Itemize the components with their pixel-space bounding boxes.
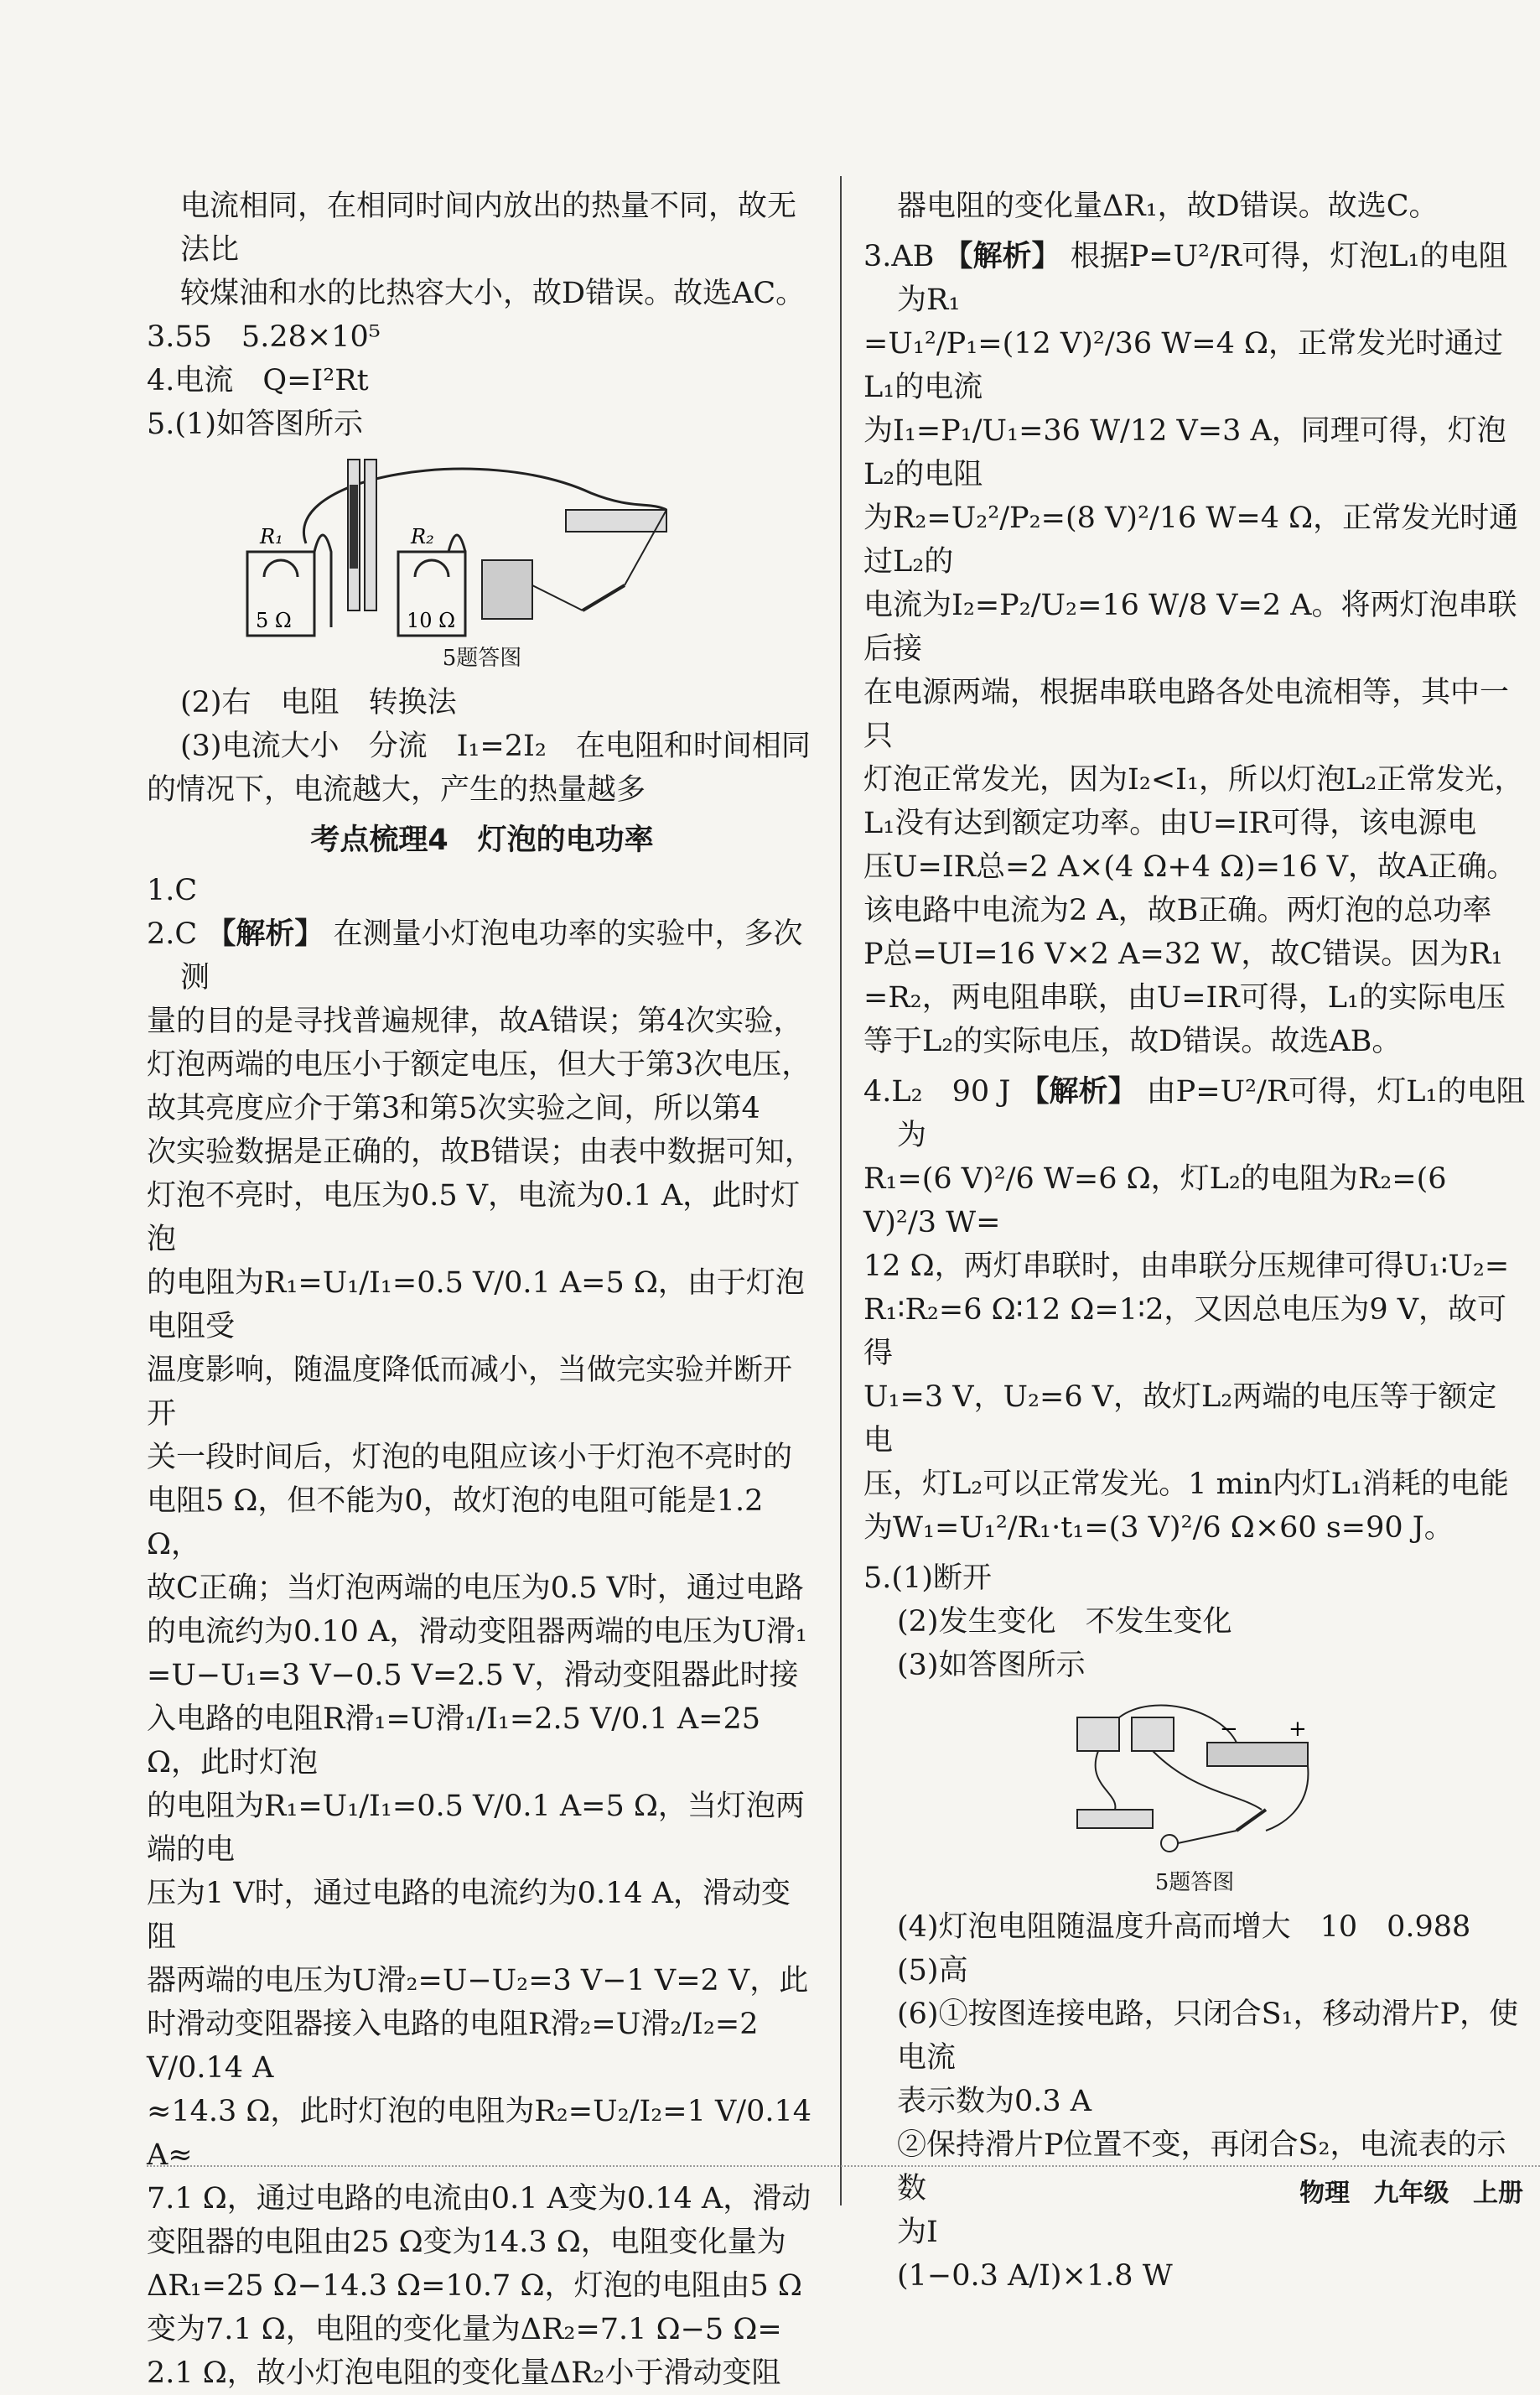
answer-5-2: (2)右 电阻 转换法 xyxy=(180,686,457,720)
text-line: ΔR₁=25 Ω−14.3 Ω=10.7 Ω，灯泡的电阻由5 Ω xyxy=(147,2269,802,2303)
text-line: 电流相同，在相同时间内放出的热量不同，故无法比 xyxy=(180,190,797,267)
r2-value: 10 Ω xyxy=(407,609,456,632)
battery-plus: + xyxy=(1289,1717,1307,1742)
analysis-tag: 【解析】 xyxy=(206,917,324,951)
answer-2 xyxy=(147,912,817,1000)
figure-circuit-heat xyxy=(147,451,817,673)
right-column xyxy=(863,184,1526,2298)
text-line: 压，灯L₂可以正常发光。1 min内灯L₁消耗的电能 xyxy=(863,1468,1509,1501)
answer-5-5: (5)高 xyxy=(897,1954,968,1987)
answer-5-4: (4)灯泡电阻随温度升高而增大 10 0.988 xyxy=(897,1910,1471,1944)
left-column xyxy=(147,184,817,2395)
answer-1: 1.C xyxy=(147,874,198,907)
answer-5-1: 5.(1)断开 xyxy=(863,1561,992,1595)
formula-line: (1−0.3 A/I)×1.8 W xyxy=(897,2259,1173,2293)
answer-4: 4.电流 Q=I²Rt xyxy=(147,364,369,397)
text-line: 由P=U²/R可得，灯L₁的电阻为 xyxy=(897,1075,1526,1152)
answer-5-6: (6)①按图连接电路，只闭合S₁，移动滑片P，使电流 xyxy=(897,1998,1519,2075)
battery-minus: − xyxy=(1220,1717,1238,1742)
figure-caption: 5题答图 xyxy=(442,646,522,671)
text-line: U₁=3 V，U₂=6 V，故灯L₂两端的电压等于额定电 xyxy=(863,1380,1497,1457)
text-line: 为I₁=P₁/U₁=36 W/12 V=3 A，同理可得，灯泡L₂的电阻 xyxy=(863,414,1506,491)
answer-5-1: 5.(1)如答图所示 xyxy=(147,408,363,441)
text-line: 等于L₂的实际电压，故D错误。故选AB。 xyxy=(863,1025,1402,1058)
text-line: 灯泡正常发光，因为I₂<I₁，所以灯泡L₂正常发光， xyxy=(863,763,1524,797)
section-title: 考点梳理4 灯泡的电功率 xyxy=(310,823,654,857)
text-line: 次实验数据是正确的，故B错误；由表中数据可知， xyxy=(147,1135,814,1169)
text-line: 为R₂=U₂²/P₂=(8 V)²/16 W=4 Ω，正常发光时通过L₂的 xyxy=(863,501,1519,579)
text-line: 变为7.1 Ω，电阻的变化量为ΔR₂=7.1 Ω−5 Ω= xyxy=(147,2313,782,2346)
text-line: 电流为I₂=P₂/U₂=16 W/8 V=2 A。将两灯泡串联后接 xyxy=(863,589,1517,666)
footer-subject: 物理 九年级 上册 xyxy=(1299,2179,1523,2208)
text-line: =U−U₁=3 V−0.5 V=2.5 V，滑动变阻器此时接 xyxy=(147,1659,799,1692)
text-line: 的情况下，电流越大，产生的热量越多 xyxy=(147,773,646,807)
text-line: ②保持滑片P位置不变，再闭合S₂，电流表的示数 xyxy=(897,2128,1506,2205)
text-line: 2.1 Ω，故小灯泡电阻的变化量ΔR₂小于滑动变阻 xyxy=(147,2356,781,2390)
text-line: 故其亮度应介于第3和第5次实验之间，所以第4 xyxy=(147,1092,760,1125)
r1-value: 5 Ω xyxy=(256,609,292,632)
text-line: =U₁²/P₁=(12 V)²/36 W=4 Ω，正常发光时通过L₁的电流 xyxy=(863,327,1504,404)
text-line: 关一段时间后，灯泡的电阻应该小于灯泡不亮时的 xyxy=(147,1441,793,1474)
text-line: 的电流约为0.10 A，滑动变阻器两端的电压为U滑₁ xyxy=(147,1615,807,1649)
text-line: 在测量小灯泡电功率的实验中，多次测 xyxy=(180,917,803,995)
text-line: 器电阻的变化量ΔR₁，故D错误。故选C。 xyxy=(897,190,1439,223)
text-line: 较煤油和水的比热容大小，故D错误。故选AC。 xyxy=(180,277,806,310)
text-line: 压为1 V时，通过电路的电流约为0.14 A，滑动变阻 xyxy=(147,1877,791,1954)
text-line: R₁=(6 V)²/6 W=6 Ω，灯L₂的电阻为R₂=(6 V)²/3 W= xyxy=(863,1162,1447,1239)
circuit-diagram-lamp xyxy=(1069,1692,1320,1868)
page-footer xyxy=(147,2165,1540,2209)
answer-number: 3.AB xyxy=(863,240,935,273)
text-line: =R₂，两电阻串联，由U=IR可得，L₁的实际电压 xyxy=(863,981,1506,1015)
text-line: 时滑动变阻器接入电路的电阻R滑₂=U滑₂/I₂=2 V/0.14 A xyxy=(147,2008,759,2085)
text-line: 表示数为0.3 A xyxy=(897,2085,1092,2118)
text-line: 在电源两端，根据串联电路各处电流相等，其中一只 xyxy=(863,676,1510,753)
text-line: 量的目的是寻找普遍规律，故A错误；第4次实验， xyxy=(147,1005,803,1038)
r1-label: R₁ xyxy=(260,525,283,548)
column-divider xyxy=(840,176,842,2205)
text-line: R₁∶R₂=6 Ω∶12 Ω=1∶2，又因总电压为9 V，故可得 xyxy=(863,1293,1507,1370)
text-line: 为I xyxy=(897,2216,938,2249)
text-line: L₁没有达到额定功率。由U=IR可得，该电源电 xyxy=(863,807,1477,840)
answer-5-3: (3)如答图所示 xyxy=(897,1649,1086,1682)
text-line: 灯泡两端的电压小于额定电压，但大于第3次电压， xyxy=(147,1048,811,1082)
text-line: 该电路中电流为2 A，故B正确。两灯泡的总功率 xyxy=(863,894,1492,927)
answer-4 xyxy=(863,1070,1526,1157)
figure-circuit-lamp xyxy=(863,1692,1526,1897)
text-line: P总=UI=16 V×2 A=32 W，故C错误。因为R₁ xyxy=(863,938,1503,971)
text-line: 12 Ω，两灯串联时，由串联分压规律可得U₁∶U₂= xyxy=(863,1249,1510,1283)
text-line: 灯泡不亮时，电压为0.5 V，电流为0.1 A，此时灯泡 xyxy=(147,1179,801,1256)
text-line: 变阻器的电阻由25 Ω变为14.3 Ω，电阻变化量为 xyxy=(147,2226,786,2259)
answer-5-3: (3)电流大小 分流 I₁=2I₂ 在电阻和时间相同 xyxy=(180,730,811,763)
text-line: 入电路的电阻R滑₁=U滑₁/I₁=2.5 V/0.1 A=25 Ω，此时灯泡 xyxy=(147,1702,760,1779)
text-line: 7.1 Ω，通过电路的电流由0.1 A变为0.14 A，滑动 xyxy=(147,2182,811,2216)
text-line: 的电阻为R₁=U₁/I₁=0.5 V/0.1 A=5 Ω，当灯泡两端的电 xyxy=(147,1790,805,1867)
circuit-diagram-heat xyxy=(231,451,734,644)
text-line: 温度影响，随温度降低而减小，当做完实验并断开开 xyxy=(147,1353,793,1431)
answer-3: 3.55 5.28×10⁵ xyxy=(147,320,381,354)
text-line: 电阻5 Ω，但不能为0，故灯泡的电阻可能是1.2 Ω， xyxy=(147,1484,764,1561)
text-line: 器两端的电压为U滑₂=U−U₂=3 V−1 V=2 V，此 xyxy=(147,1964,809,1998)
r2-label: R₂ xyxy=(411,525,434,548)
text-line: 故C正确；当灯泡两端的电压为0.5 V时，通过电路 xyxy=(147,1572,804,1605)
text-line: 的电阻为R₁=U₁/I₁=0.5 V/0.1 A=5 Ω，由于灯泡电阻受 xyxy=(147,1266,805,1343)
analysis-tag: 【解析】 xyxy=(943,240,1061,273)
text-line: 压U=IR总=2 A×(4 Ω+4 Ω)=16 V，故A正确。 xyxy=(863,850,1517,884)
answer-number: 2.C xyxy=(147,917,198,951)
figure-caption: 5题答图 xyxy=(1154,1870,1235,1895)
answer-5-2: (2)发生变化 不发生变化 xyxy=(897,1605,1232,1639)
analysis-tag: 【解析】 xyxy=(1019,1075,1138,1109)
text-line: 根据P=U²/R可得，灯泡L₁的电阻为R₁ xyxy=(897,240,1508,317)
text-line: 为W₁=U₁²/R₁·t₁=(3 V)²/6 Ω×60 s=90 J。 xyxy=(863,1511,1454,1545)
text-line: ≈14.3 Ω，此时灯泡的电阻为R₂=U₂/I₂=1 V/0.14 A≈ xyxy=(147,2095,812,2172)
answer-3 xyxy=(863,235,1526,322)
answer-number: 4.L₂ 90 J xyxy=(863,1075,1011,1109)
